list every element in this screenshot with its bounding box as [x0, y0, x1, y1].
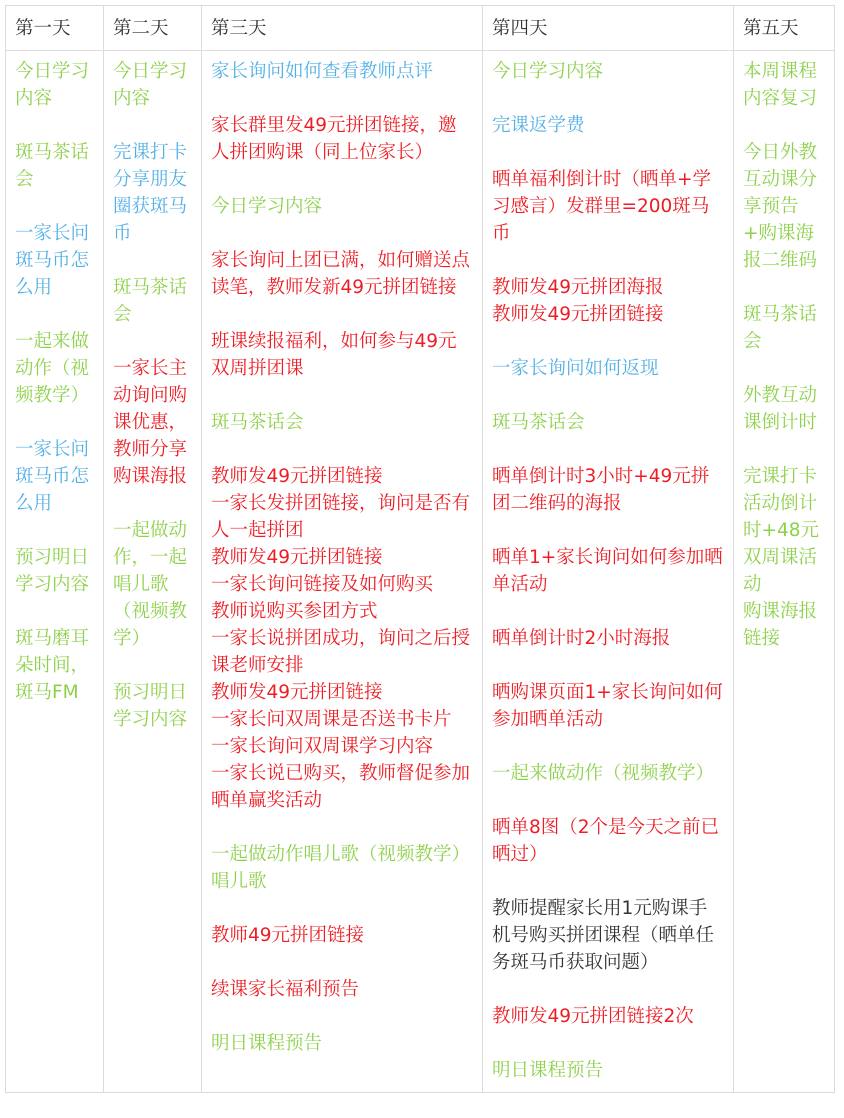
schedule-entry: 完课打卡分享朋友圈获斑马币 [113, 142, 188, 244]
schedule-entry: 斑马茶话会 [743, 304, 818, 352]
header-day-5: 第五天 [734, 6, 835, 51]
schedule-entry: 今日学习内容 [211, 196, 323, 217]
schedule-entry: 教师说购买参团方式 [211, 601, 378, 622]
schedule-entry: 预习明日学习内容 [113, 682, 188, 730]
schedule-entry: 斑马茶话会 [15, 142, 90, 190]
schedule-entry: 完课打卡活动倒计时+48元双周课活动 [743, 466, 820, 595]
schedule-entry: 教师发49元拼团链接 [211, 547, 383, 568]
header-day-4: 第四天 [483, 6, 734, 51]
schedule-entry: 斑马茶话会 [211, 412, 304, 433]
schedule-entry: 完课返学费 [492, 115, 585, 136]
schedule-entry: 教师发49元拼团链接 [211, 682, 383, 703]
schedule-entry: 一起来做动作（视频教学） [492, 763, 715, 784]
header-day-1: 第一天 [6, 6, 104, 51]
schedule-entry: 教师提醒家长用1元购课手机号购买拼团课程（晒单任务斑马币获取问题） [492, 898, 715, 973]
schedule-entry: 晒单倒计时2小时海报 [492, 628, 671, 649]
day-5-cell [734, 51, 835, 1093]
schedule-entry: 今日外教互动课分享预告+购课海报二维码 [743, 142, 818, 271]
schedule-entry: 今日学习内容 [15, 61, 90, 109]
schedule-entry: 一起做动作，一起唱儿歌（视频教学） [113, 520, 188, 649]
schedule-entry: 晒单8图（2个是今天之前已晒过） [492, 817, 720, 865]
day-4-cell [483, 51, 734, 1093]
schedule-entry: 一起做动作唱儿歌（视频教学）唱儿歌 [211, 844, 471, 892]
schedule-entry: 晒单1+家长询问如何参加晒单活动 [492, 547, 723, 595]
schedule-entry: 购课海报链接 [743, 601, 818, 649]
schedule-entry: 今日学习内容 [492, 61, 604, 82]
schedule-entry: 一家长主动询问购课优惠，教师分享购课海报 [113, 358, 188, 487]
schedule-entry: 一家长问斑马币怎么用 [15, 223, 90, 298]
schedule-entry: 今日学习内容 [113, 61, 188, 109]
header-day-2: 第二天 [104, 6, 202, 51]
schedule-entry: 外教互动课倒计时 [743, 385, 818, 433]
schedule-entry: 一家长询问如何返现 [492, 358, 659, 379]
schedule-entry: 教师49元拼团链接 [211, 925, 365, 946]
schedule-entry: 教师发49元拼团链接 [211, 466, 383, 487]
schedule-entry: 一家长说拼团成功，询问之后授课老师安排 [211, 628, 471, 676]
day-2-cell [104, 51, 202, 1093]
schedule-entry: 一家长问双周课是否送书卡片 [211, 709, 452, 730]
schedule-entry: 家长询问上团已满，如何赠送点读笔，教师发新49元拼团链接 [211, 250, 471, 298]
schedule-entry: 一家长询问链接及如何购买 [211, 574, 434, 595]
day-1-cell [6, 51, 104, 1093]
schedule-entry: 一家长询问双周课学习内容 [211, 736, 434, 757]
schedule-entry: 明日课程预告 [211, 1033, 323, 1054]
schedule-entry: 家长群里发49元拼团链接，邀人拼团购课（同上位家长） [211, 115, 457, 163]
header-day-3: 第三天 [202, 6, 483, 51]
schedule-entry: 晒购课页面1+家长询问如何参加晒单活动 [492, 682, 723, 730]
schedule-entry: 斑马茶话会 [492, 412, 585, 433]
schedule-entry: 预习明日学习内容 [15, 547, 90, 595]
header-row [6, 6, 835, 51]
day-3-cell [202, 51, 483, 1093]
schedule-entry: 续课家长福利预告 [211, 979, 360, 1000]
schedule-entry: 本周课程内容复习 [743, 61, 818, 109]
schedule-entry: 教师发49元拼团链接2次 [492, 1006, 694, 1027]
schedule-entry: 明日课程预告 [492, 1060, 604, 1081]
schedule-entry: 晒单倒计时3小时+49元拼团二维码的海报 [492, 466, 710, 514]
schedule-entry: 教师发49元拼团链接 [492, 304, 664, 325]
schedule-entry: 一家长问斑马币怎么用 [15, 439, 90, 514]
schedule-table [5, 5, 835, 1093]
schedule-entry: 一家长说已购买，教师督促参加晒单赢奖活动 [211, 763, 471, 811]
schedule-entry: 斑马茶话会 [113, 277, 188, 325]
content-row [6, 51, 835, 1093]
schedule-entry: 家长询问如何查看教师点评 [211, 61, 434, 82]
schedule-entry: 教师发49元拼团海报 [492, 277, 664, 298]
schedule-entry: 一家长发拼团链接，询问是否有人一起拼团 [211, 493, 471, 541]
schedule-entry: 一起来做动作（视频教学） [15, 331, 90, 406]
schedule-entry: 班课续报福利，如何参与49元双周拼团课 [211, 331, 457, 379]
schedule-entry: 斑马磨耳朵时间，斑马FM [15, 628, 90, 703]
schedule-entry: 晒单福利倒计时（晒单+学习感言）发群里=200斑马币 [492, 169, 712, 244]
